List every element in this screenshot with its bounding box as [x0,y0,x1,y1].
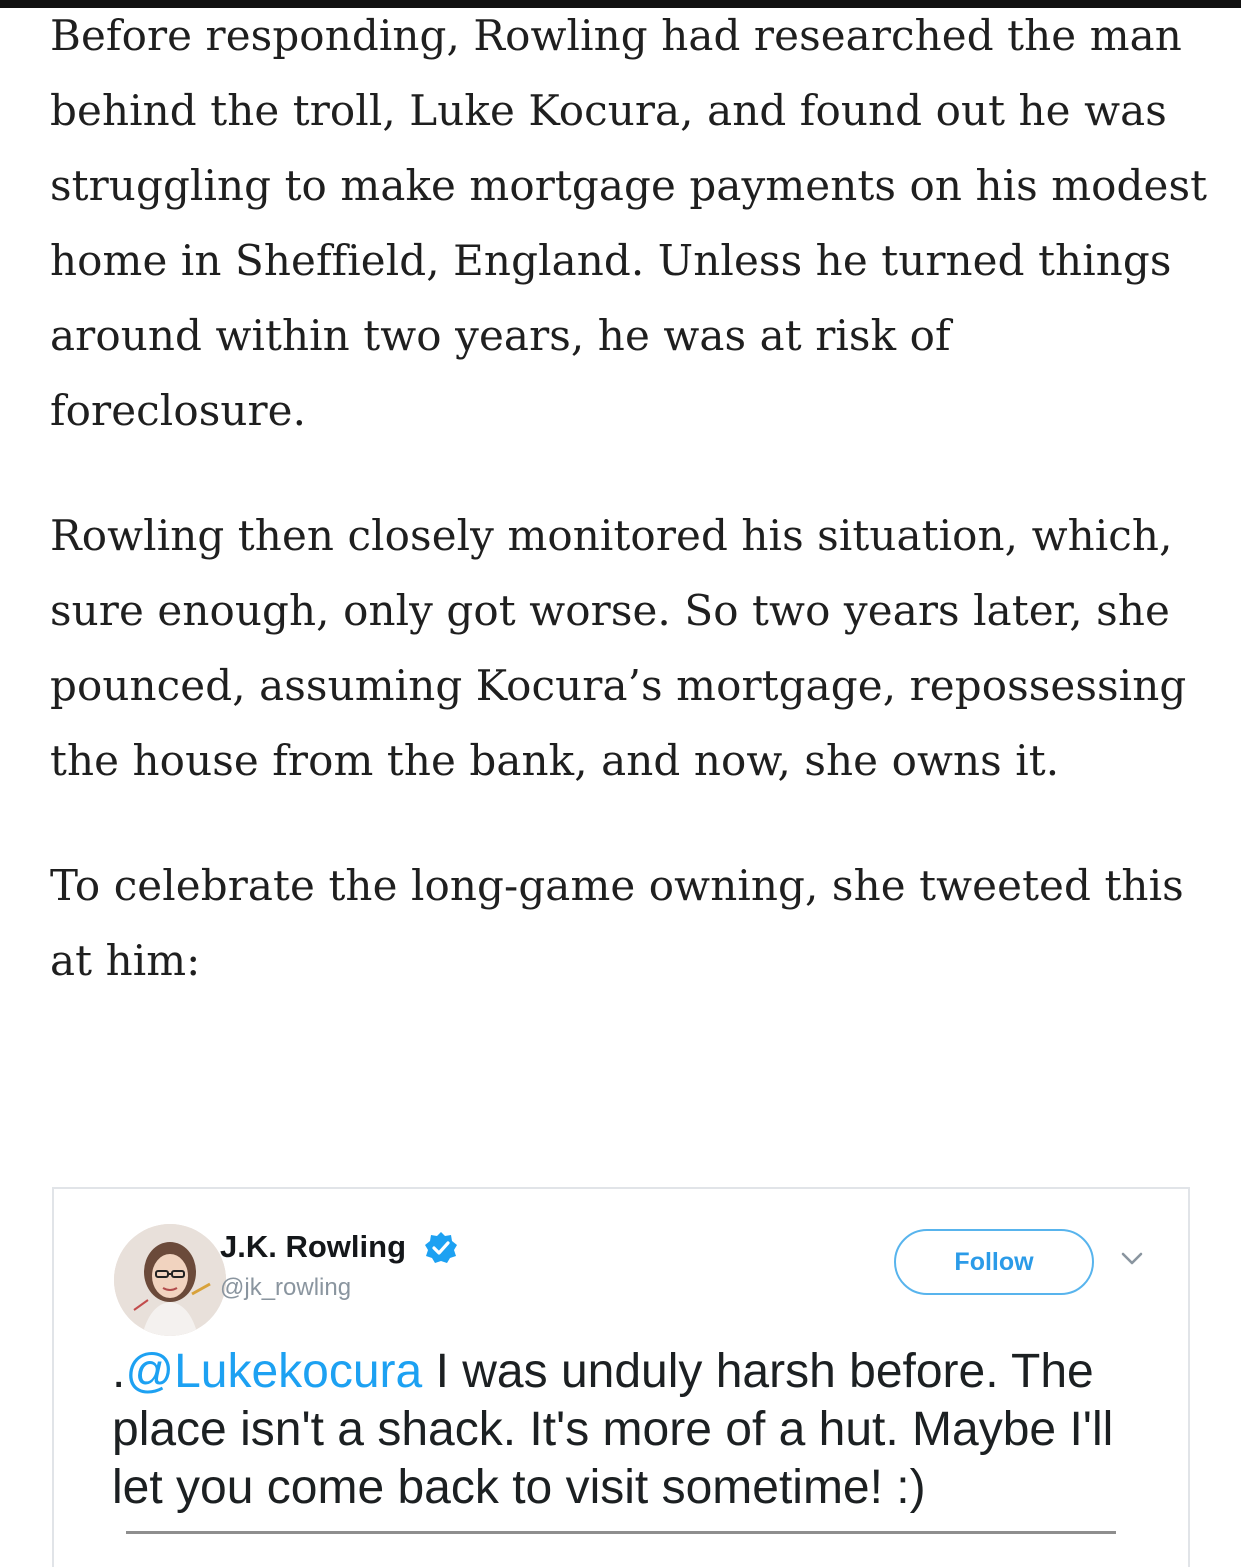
article-body [50,0,1210,1048]
avatar-portrait-icon [114,1224,226,1336]
tweet-author-handle[interactable]: @jk_rowling [220,1274,352,1301]
tweet-mention-link[interactable]: @Lukekocura [125,1345,423,1398]
article-paragraph: Rowling then closely monitored his situation, which, sure enough, only got worse. So two years later, she pounced, assuming Kocura’s mortgage, repossessing the house from the bank, and now, she owns it. [50,511,1187,785]
verified-badge-icon [424,1231,458,1265]
chevron-down-icon[interactable] [1121,1252,1143,1266]
tweet-media-preview-edge [126,1531,1116,1540]
tweet-text-prefix: . [112,1345,126,1398]
article-paragraph: Before responding, Rowling had researched the man behind the troll, Luke Kocura, and found out he was struggling to make mortgage payments on his modest home in Sheffield, England. Unless he turned things around within two years, he was at risk of foreclosure. [50,11,1208,435]
tweet-text-body: I was unduly harsh before. The place isn't a shack. It's more of a hut. Maybe I'll let you come back to visit sometime! :) [112,1345,1114,1514]
avatar[interactable] [114,1224,226,1336]
tweet-author-name[interactable]: J.K. Rowling [220,1229,406,1264]
embedded-tweet-card[interactable] [52,1187,1190,1567]
follow-button[interactable]: Follow [894,1229,1094,1295]
tweet-text [112,1343,1172,1517]
article-paragraph: To celebrate the long-game owning, she tweeted this at him: [50,861,1184,985]
